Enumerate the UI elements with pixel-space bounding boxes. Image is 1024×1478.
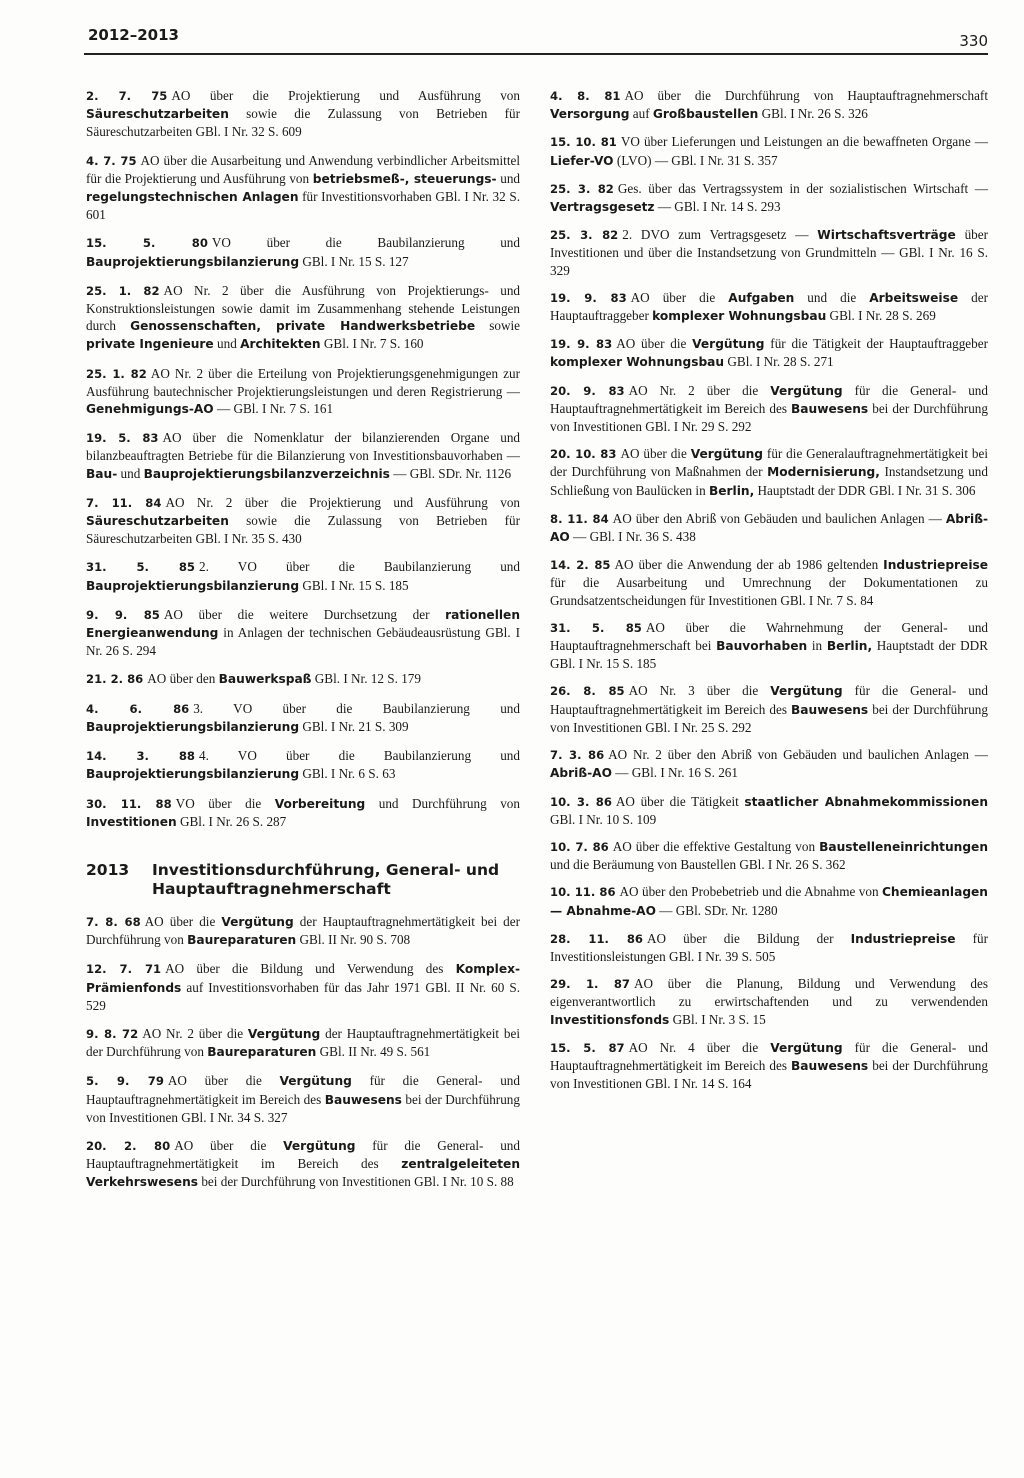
- entry-text: 3. VO über die Baubilanzierung und Bauprojektierungsbilanzierung GBl. I Nr. 21 S. 309: [86, 700, 520, 734]
- entry-date: 28. 11. 86: [550, 931, 643, 946]
- register-entry: [86, 234, 520, 270]
- entry-date: 31. 5. 85: [550, 620, 642, 635]
- entry-date: 20. 10. 83: [550, 447, 617, 462]
- register-entry: [86, 795, 520, 831]
- entry-date: 7. 11. 84: [86, 495, 162, 510]
- entry-text: 2. VO über die Baubilanzierung und Bauprojektierungsbilanzierung GBl. I Nr. 15 S. 185: [86, 559, 520, 593]
- entry-text: AO über die Bildung und Verwendung des Komplex-Prämienfonds auf Investitionsvorhaben für das Jahr 1971 GBl. II Nr. 60 S. 529: [86, 961, 520, 1013]
- entry-date: 31. 5. 85: [86, 560, 195, 575]
- register-entry: [86, 747, 520, 783]
- entry-text: AO Nr. 3 über die Vergütung für die General- und Hauptauftragnehmertätigkeit im Bereich des Bauwesens bei der Durchführung von Investitionen GBl. I Nr. 25 S. 292: [550, 683, 988, 735]
- entry-text: AO über die Projektierung und Ausführung von Säureschutzarbeiten sowie die Zulassung von Betrieben für Säureschutzarbeiten GBl. I Nr. 32 S. 609: [86, 88, 520, 140]
- entry-text: AO über den Probebetrieb und die Abnahme von Chemieanlagen — Abnahme-AO — GBl. SDr. Nr. 1280: [550, 884, 988, 918]
- register-entry: [550, 445, 988, 500]
- entry-text: AO über die Planung, Bildung und Verwendung des eigenverantwortlich zu erwirtschaftenden und zu verwendenden Investitionsfonds GBl. I Nr. 3 S. 15: [550, 976, 988, 1027]
- entry-date: 20. 9. 83: [550, 383, 625, 398]
- entry-text: AO über die Aufgaben und die Arbeitsweise der Hauptauftraggeber komplexer Wohnungsbau GBl. I Nr. 28 S. 269: [550, 289, 988, 324]
- page-number: 330: [959, 32, 988, 50]
- entry-text: AO über die Vergütung für die General- und Hauptauftragnehmertätigkeit im Bereich des Bauwesens bei der Durchführung von Investitionen GBl. I Nr. 34 S. 327: [86, 1073, 520, 1125]
- register-entry: [86, 494, 520, 548]
- entry-date: 30. 11. 88: [86, 796, 172, 811]
- register-entry: [86, 152, 520, 224]
- running-header-range: 2012–2013: [88, 26, 179, 44]
- entry-date: 19. 5. 83: [86, 431, 159, 446]
- register-entry: [550, 289, 988, 325]
- register-entry: [86, 606, 520, 660]
- entry-date: 9. 9. 85: [86, 607, 160, 622]
- entry-date: 25. 1. 82: [86, 283, 160, 298]
- register-entry: [86, 282, 520, 354]
- register-entry: [550, 510, 988, 546]
- register-entry: [550, 1039, 988, 1093]
- entry-list-2012: [86, 87, 520, 831]
- section-number: 2013: [86, 860, 130, 879]
- entry-text: AO über die Tätigkeit staatlicher Abnahmekommissionen GBl. I Nr. 10 S. 109: [550, 793, 988, 827]
- entry-date: 14. 3. 88: [86, 749, 195, 764]
- entry-text: AO Nr. 2 über die Vergütung für die General- und Hauptauftragnehmertätigkeit im Bereich des Bauwesens bei der Durchführung von Investitionen GBl. I Nr. 29 S. 292: [550, 382, 988, 435]
- entry-text: AO über die Vergütung der Hauptauftragnehmertätigkeit bei der Durchführung von Baureparaturen GBl. II Nr. 90 S. 708: [86, 913, 520, 948]
- section-title: Investitionsdurchführung, General- und Hauptauftragnehmerschaft: [152, 860, 500, 898]
- entry-text: AO über den Bauwerkspaß GBl. I Nr. 12 S. 179: [147, 671, 421, 687]
- register-entry: [550, 226, 988, 279]
- entry-date: 19. 9. 83: [550, 290, 627, 305]
- register-entry: [86, 960, 520, 1014]
- entry-date: 15. 5. 80: [86, 236, 208, 251]
- register-entry: [86, 87, 520, 141]
- entry-date: 26. 8. 85: [550, 684, 625, 699]
- entry-text: AO Nr. 2 über die Ausführung von Projektierungs- und Konstruktionsleistungen sowie damit im Zusammenhang stehende Leistungen durch Genossenschaften, private Handwerksbetriebe sowie private Ingenieure und Architekten GBl. I Nr. 7 S. 160: [86, 282, 521, 352]
- entry-date: 4. 6. 86: [86, 701, 190, 716]
- register-entry: [86, 558, 520, 594]
- register-entry: [550, 335, 988, 371]
- entry-text: AO über die Ausarbeitung und Anwendung verbindlicher Arbeitsmittel für die Projektierung und Ausführung von betriebsmeß-, steuerungs- und regelungstechnischen Anlagen für Investitionsvorhaben GBl. I Nr. 32 S. 601: [86, 152, 521, 223]
- entry-date: 10. 3. 86: [550, 794, 612, 809]
- register-entry: [550, 87, 988, 123]
- register-entry: [550, 793, 988, 828]
- entry-text: VO über die Vorbereitung und Durchführung von Investitionen GBl. I Nr. 26 S. 287: [86, 795, 520, 829]
- entry-text: VO über die Baubilanzierung und Bauprojektierungsbilanzierung GBl. I Nr. 15 S. 127: [86, 235, 520, 269]
- entry-list-2013: [86, 913, 520, 1192]
- entry-text: AO Nr. 4 über die Vergütung für die General- und Hauptauftragnehmertätigkeit im Bereich des Bauwesens bei der Durchführung von Investitionen GBl. I Nr. 14 S. 164: [550, 1039, 988, 1092]
- entry-text: AO über die Durchführung von Hauptauftragnehmerschaft Versorgung auf Großbaustellen GBl. I Nr. 26 S. 326: [550, 88, 988, 122]
- entry-text: AO über die Bildung der Industriepreise für Investitionsleistungen GBl. I Nr. 39 S. 505: [550, 930, 988, 964]
- entry-date: 25. 1. 82: [86, 366, 147, 381]
- entry-date: 29. 1. 87: [550, 977, 630, 992]
- entry-date: 7. 8. 68: [86, 914, 141, 929]
- entry-text: Ges. über das Vertragssystem in der sozialistischen Wirtschaft — Vertragsgesetz — GBl. I Nr. 14 S. 293: [550, 180, 989, 215]
- register-entry: [550, 180, 988, 216]
- entry-date: 25. 3. 82: [550, 228, 619, 243]
- entry-date: 10. 7. 86: [550, 839, 609, 854]
- register-entry: [86, 1025, 520, 1061]
- entry-date: 19. 9. 83: [550, 337, 613, 352]
- register-entry: [550, 133, 988, 169]
- register-entry: [550, 382, 988, 436]
- register-entry: [86, 700, 520, 736]
- register-entry: [550, 556, 988, 609]
- entry-date: 7. 3. 86: [550, 748, 605, 763]
- entry-date: 9. 8. 72: [86, 1026, 139, 1041]
- entry-text: AO über die Wahrnehmung der General- und Hauptauftragnehmerschaft bei Bauvorhaben in Berlin, Hauptstadt der DDR GBl. I Nr. 15 S. 185: [550, 619, 989, 672]
- register-entry: [86, 670, 520, 688]
- entry-date: 4. 7. 75: [86, 153, 137, 168]
- entry-text: AO Nr. 2 über den Abriß von Gebäuden und baulichen Anlagen — Abriß-AO — GBl. I Nr. 16 S. 261: [550, 747, 988, 781]
- entry-date: 14. 2. 85: [550, 558, 611, 573]
- section-heading: [86, 861, 520, 899]
- entry-date: 10. 11. 86: [550, 885, 616, 900]
- register-entry: [86, 429, 520, 483]
- entry-date: 21. 2. 86: [86, 672, 144, 687]
- register-entry: [550, 619, 988, 673]
- entry-text: AO über die Vergütung für die Tätigkeit der Hauptauftraggeber komplexer Wohnungsbau GBl. I Nr. 28 S. 271: [550, 336, 988, 370]
- entry-date: 25. 3. 82: [550, 181, 614, 196]
- entry-text: 4. VO über die Baubilanzierung und Bauprojektierungsbilanzierung GBl. I Nr. 6 S. 63: [86, 748, 520, 782]
- entry-text: AO über den Abriß von Gebäuden und baulichen Anlagen — Abriß-AO — GBl. I Nr. 36 S. 438: [550, 510, 989, 545]
- entry-text: 2. DVO zum Vertragsgesetz — Wirtschaftsverträge über Investitionen und über die Instandsetzung von Grundmitteln — GBl. I Nr. 16 S. 329: [550, 227, 989, 278]
- left-column: [86, 87, 520, 1203]
- entry-text: AO über die Vergütung für die General- und Hauptauftragnehmertätigkeit im Bereich des zentralgeleiteten Verkehrswesens bei der Durchführung von Investitionen GBl. I Nr. 10 S. 88: [86, 1137, 520, 1190]
- register-entry: [86, 913, 520, 949]
- register-entry: [86, 1137, 520, 1192]
- entry-date: 4. 8. 81: [550, 89, 621, 103]
- header-rule: [84, 53, 988, 55]
- entry-date: 8. 11. 84: [550, 511, 609, 526]
- entry-date: 15. 10. 81: [550, 135, 617, 150]
- entry-text: AO Nr. 2 über die Projektierung und Ausführung von Säureschutzarbeiten sowie die Zulassung von Betrieben für Säureschutzarbeiten GBl. I Nr. 35 S. 430: [86, 494, 521, 547]
- entry-text: AO über die effektive Gestaltung von Baustelleneinrichtungen und die Beräumung von Baustellen GBl. I Nr. 26 S. 362: [550, 838, 988, 873]
- register-entry: [550, 682, 988, 736]
- right-column: [550, 87, 988, 1102]
- entry-date: 2. 7. 75: [86, 89, 168, 103]
- entry-text: AO über die Anwendung der ab 1986 geltenden Industriepreise für die Ausarbeitung und Umrechnung der Dokumentationen zu Grundsatzentscheidungen für Investitionen GBl. I Nr. 7 S. 84: [550, 557, 989, 608]
- entry-text: AO über die Nomenklatur der bilanzierenden Organe und bilanzbeauftragten Betriebe für die Bilanzierung von Investitionsbauvorhaben — Bau- und Bauprojektierungsbilanzverzeichnis — GBl. SDr. Nr. 1126: [86, 430, 521, 481]
- register-entry: [550, 746, 988, 782]
- register-entry: [550, 838, 988, 873]
- register-entry: [550, 975, 988, 1029]
- register-entry: [550, 883, 988, 919]
- entry-list-2013-continued: [550, 87, 988, 1092]
- entry-text: AO über die Vergütung für die Generalauftragnehmertätigkeit bei der Durchführung von Maßnahmen der Modernisierung, Instandsetzung und Schließung von Baulücken in Berlin, Hauptstadt der DDR GBl. I Nr. 31 S. 306: [550, 446, 988, 498]
- entry-date: 15. 5. 87: [550, 1040, 625, 1055]
- register-entry: [86, 365, 520, 419]
- entry-text: AO über die weitere Durchsetzung der rationellen Energieanwendung in Anlagen der technischen Gebäudeausrüstung GBl. I Nr. 26 S. 294: [86, 606, 520, 659]
- entry-date: 20. 2. 80: [86, 1138, 171, 1153]
- entry-date: 5. 9. 79: [86, 1074, 164, 1089]
- entry-text: VO über Lieferungen und Leistungen an die bewaffneten Organe — Liefer-VO (LVO) — GBl. I Nr. 31 S. 357: [550, 134, 988, 168]
- entry-date: 12. 7. 71: [86, 962, 162, 977]
- register-entry: [550, 930, 988, 965]
- entry-text: AO Nr. 2 über die Erteilung von Projektierungsgenehmigungen zur Ausführung bautechnischer Projektierungsleistungen und deren Registrierung — Genehmigungs-AO — GBl. I Nr. 7 S. 161: [86, 365, 520, 417]
- entry-text: AO Nr. 2 über die Vergütung der Hauptauftragnehmertätigkeit bei der Durchführung von Baureparaturen GBl. II Nr. 49 S. 561: [86, 1025, 520, 1060]
- register-entry: [86, 1072, 520, 1126]
